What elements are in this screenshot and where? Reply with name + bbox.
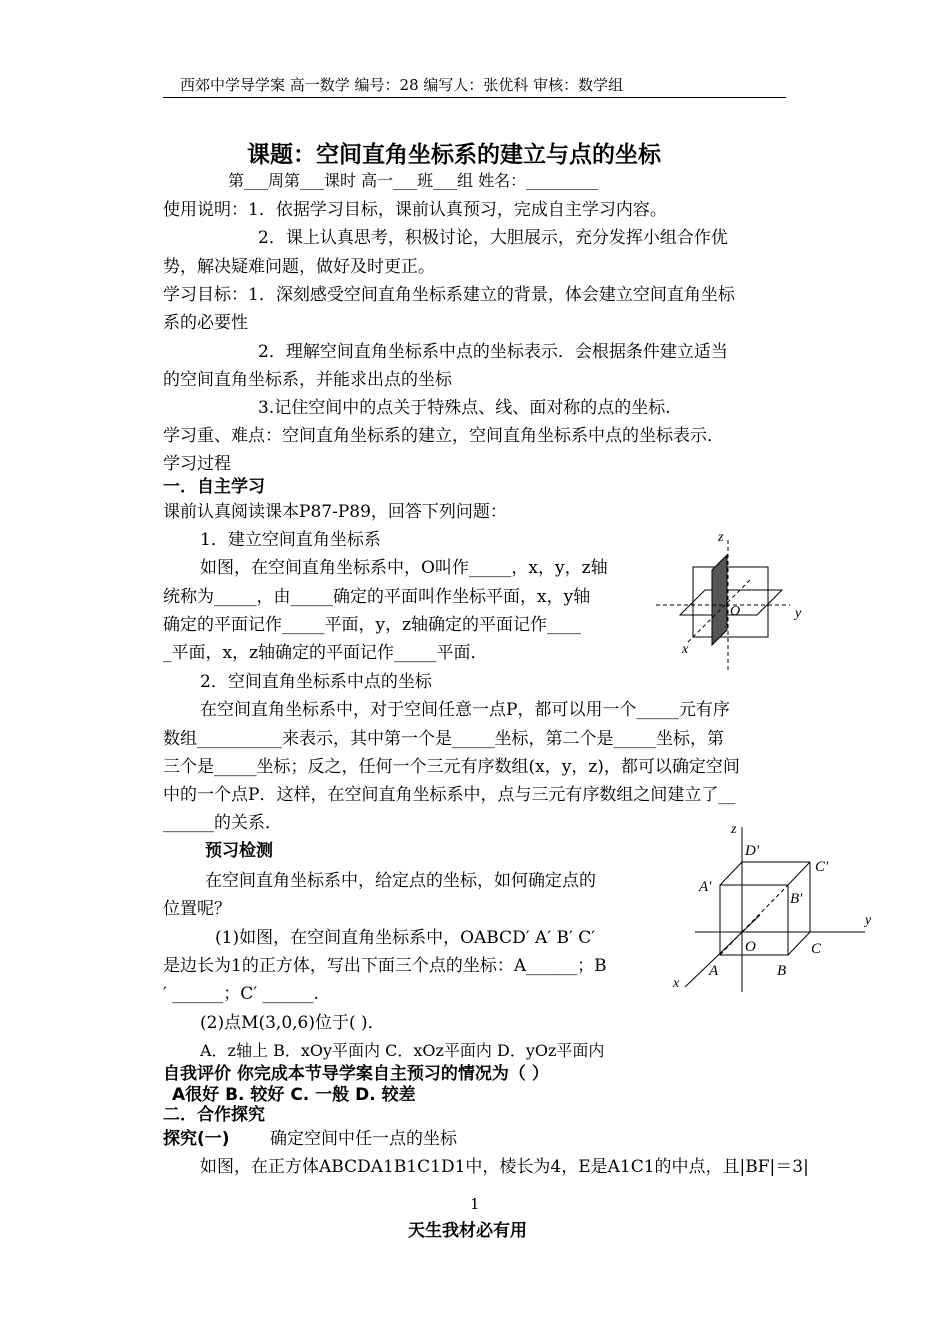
preview-heading: 预习检测 (205, 841, 273, 861)
fig1-z-label: z (718, 530, 724, 545)
section1-p2-line5: ______的关系． (163, 813, 282, 833)
cube-figure (665, 815, 880, 995)
key-points: 学习重、难点：空间直角坐标系的建立，空间直角坐标系中点的坐标表示． (163, 426, 724, 446)
footer-motto: 天生我材必有用 (408, 1221, 527, 1241)
section1-sub2: 2．空间直角坐标系中点的坐标 (200, 672, 432, 692)
goals-line-5: 3.记住空间中的点关于特殊点、线、面对称的点的坐标. (258, 398, 671, 418)
usage-line-1: 使用说明：1．依据学习目标，课前认真预习，完成自主学习内容。 (163, 200, 667, 220)
goals-line-4: 的空间直角坐标系，并能求出点的坐标 (163, 370, 452, 390)
section2-p1: 如图，在正方体ABCDA1B1C1D1中，棱长为4，E是A1C1的中点，且|BF|＝3| (200, 1157, 809, 1177)
fig1-origin-label: O (730, 604, 741, 619)
page-number: 1 (470, 1195, 480, 1213)
fig2-b1-label: B′ (790, 891, 803, 907)
section1-p1-line3: 确定的平面记作_____平面，y，z轴确定的平面记作____ (163, 615, 582, 635)
fig2-x-label: x (673, 976, 680, 991)
explore-label: 探究(一) (163, 1129, 230, 1149)
preview-line-1: 在空间直角坐标系中，给定点的坐标，如何确定点的 (205, 871, 596, 891)
preview-line-2: 位置呢？ (163, 899, 231, 919)
fig2-b-label: B (777, 963, 787, 979)
section1-p2-line2: 数组__________来表示，其中第一个是_____坐标，第二个是_____坐标，第 (163, 729, 724, 749)
fig2-a1-label: A′ (699, 879, 712, 895)
usage-line-3: 势，解决疑难问题，做好及时更正。 (163, 257, 435, 277)
fig2-d1-label: D′ (745, 843, 760, 859)
section1-p1-line4: _平面，x，z轴确定的平面记作_____平面． (163, 643, 488, 663)
section1-p2-line4: 中的一个点P．这样，在空间直角坐标系中，点与三元有序数组之间建立了__ (163, 785, 736, 805)
preview-line-4: 是边长为1的正方体，写出下面三个点的坐标：A______；B (163, 956, 607, 976)
section1-heading: 一．自主学习 (163, 477, 265, 497)
explore-title: 确定空间中任一点的坐标 (270, 1129, 457, 1149)
coordinate-planes-figure (650, 525, 820, 675)
section2-heading: 二．合作探究 (163, 1105, 265, 1125)
fig1-x-label: x (682, 642, 689, 657)
preview-q2: (2)点M(3,0,6)位于( )． (200, 1013, 385, 1033)
usage-line-2: 2．课上认真思考，积极讨论，大胆展示，充分发挥小组合作优 (258, 228, 728, 248)
section1-intro: 课前认真阅读课本P87-P89，回答下列问题： (163, 502, 507, 522)
fig2-o-label: O (745, 939, 756, 955)
document-header: 西郊中学导学案 高一数学 编号：28 编写人：张优科 审核：数学组 (180, 76, 624, 94)
preview-line-3: (1)如图，在空间直角坐标系中，OABCD′ A′ B′ C′ (215, 928, 596, 948)
fig2-z-label: z (731, 822, 737, 837)
fig2-c-label: C (811, 941, 822, 957)
header-rule (163, 97, 786, 98)
goals-line-2: 系的必要性 (163, 313, 248, 333)
goals-line-1: 学习目标：1．深刻感受空间直角坐标系建立的背景，体会建立空间直角坐标 (163, 285, 735, 305)
self-eval-line-1: 自我评价 你完成本节导学案自主预习的情况为（ ） (163, 1064, 549, 1084)
section1-p2-line1: 在空间直角坐标系中，对于空间任意一点P，都可以用一个_____元有序 (200, 700, 730, 720)
section1-sub1: 1．建立空间直角坐标系 (200, 530, 381, 550)
meta-line: 第___周第___课时 高一___班___组 姓名：_________ (228, 171, 599, 190)
self-eval-line-2: A很好 B. 较好 C. 一般 D. 较差 (172, 1085, 416, 1105)
section1-p2-line3: 三个是_____坐标；反之，任何一个三元有序数组(x，y，z)，都可以确定空间 (163, 757, 740, 777)
fig1-y-label: y (795, 606, 802, 621)
fig2-c1-label: C′ (815, 859, 829, 875)
process-label: 学习过程 (163, 454, 231, 474)
fig2-y-label: y (865, 913, 872, 928)
preview-line-5: ′ ______；C′ ______. (163, 984, 319, 1004)
section1-p1-line1: 如图，在空间直角坐标系中，O叫作_____，x，y，z轴 (200, 558, 608, 578)
goals-line-3: 2．理解空间直角坐标系中点的坐标表示．会根据条件建立适当 (258, 342, 728, 362)
section1-p1-line2: 统称为_____，由_____确定的平面叫作坐标平面，x，y轴 (163, 587, 591, 607)
page-title: 课题：空间直角坐标系的建立与点的坐标 (247, 142, 661, 168)
preview-options: A．z轴上 B．xOy平面内 C．xOz平面内 D．yOz平面内 (200, 1041, 605, 1060)
fig2-a-label: A (709, 963, 719, 979)
